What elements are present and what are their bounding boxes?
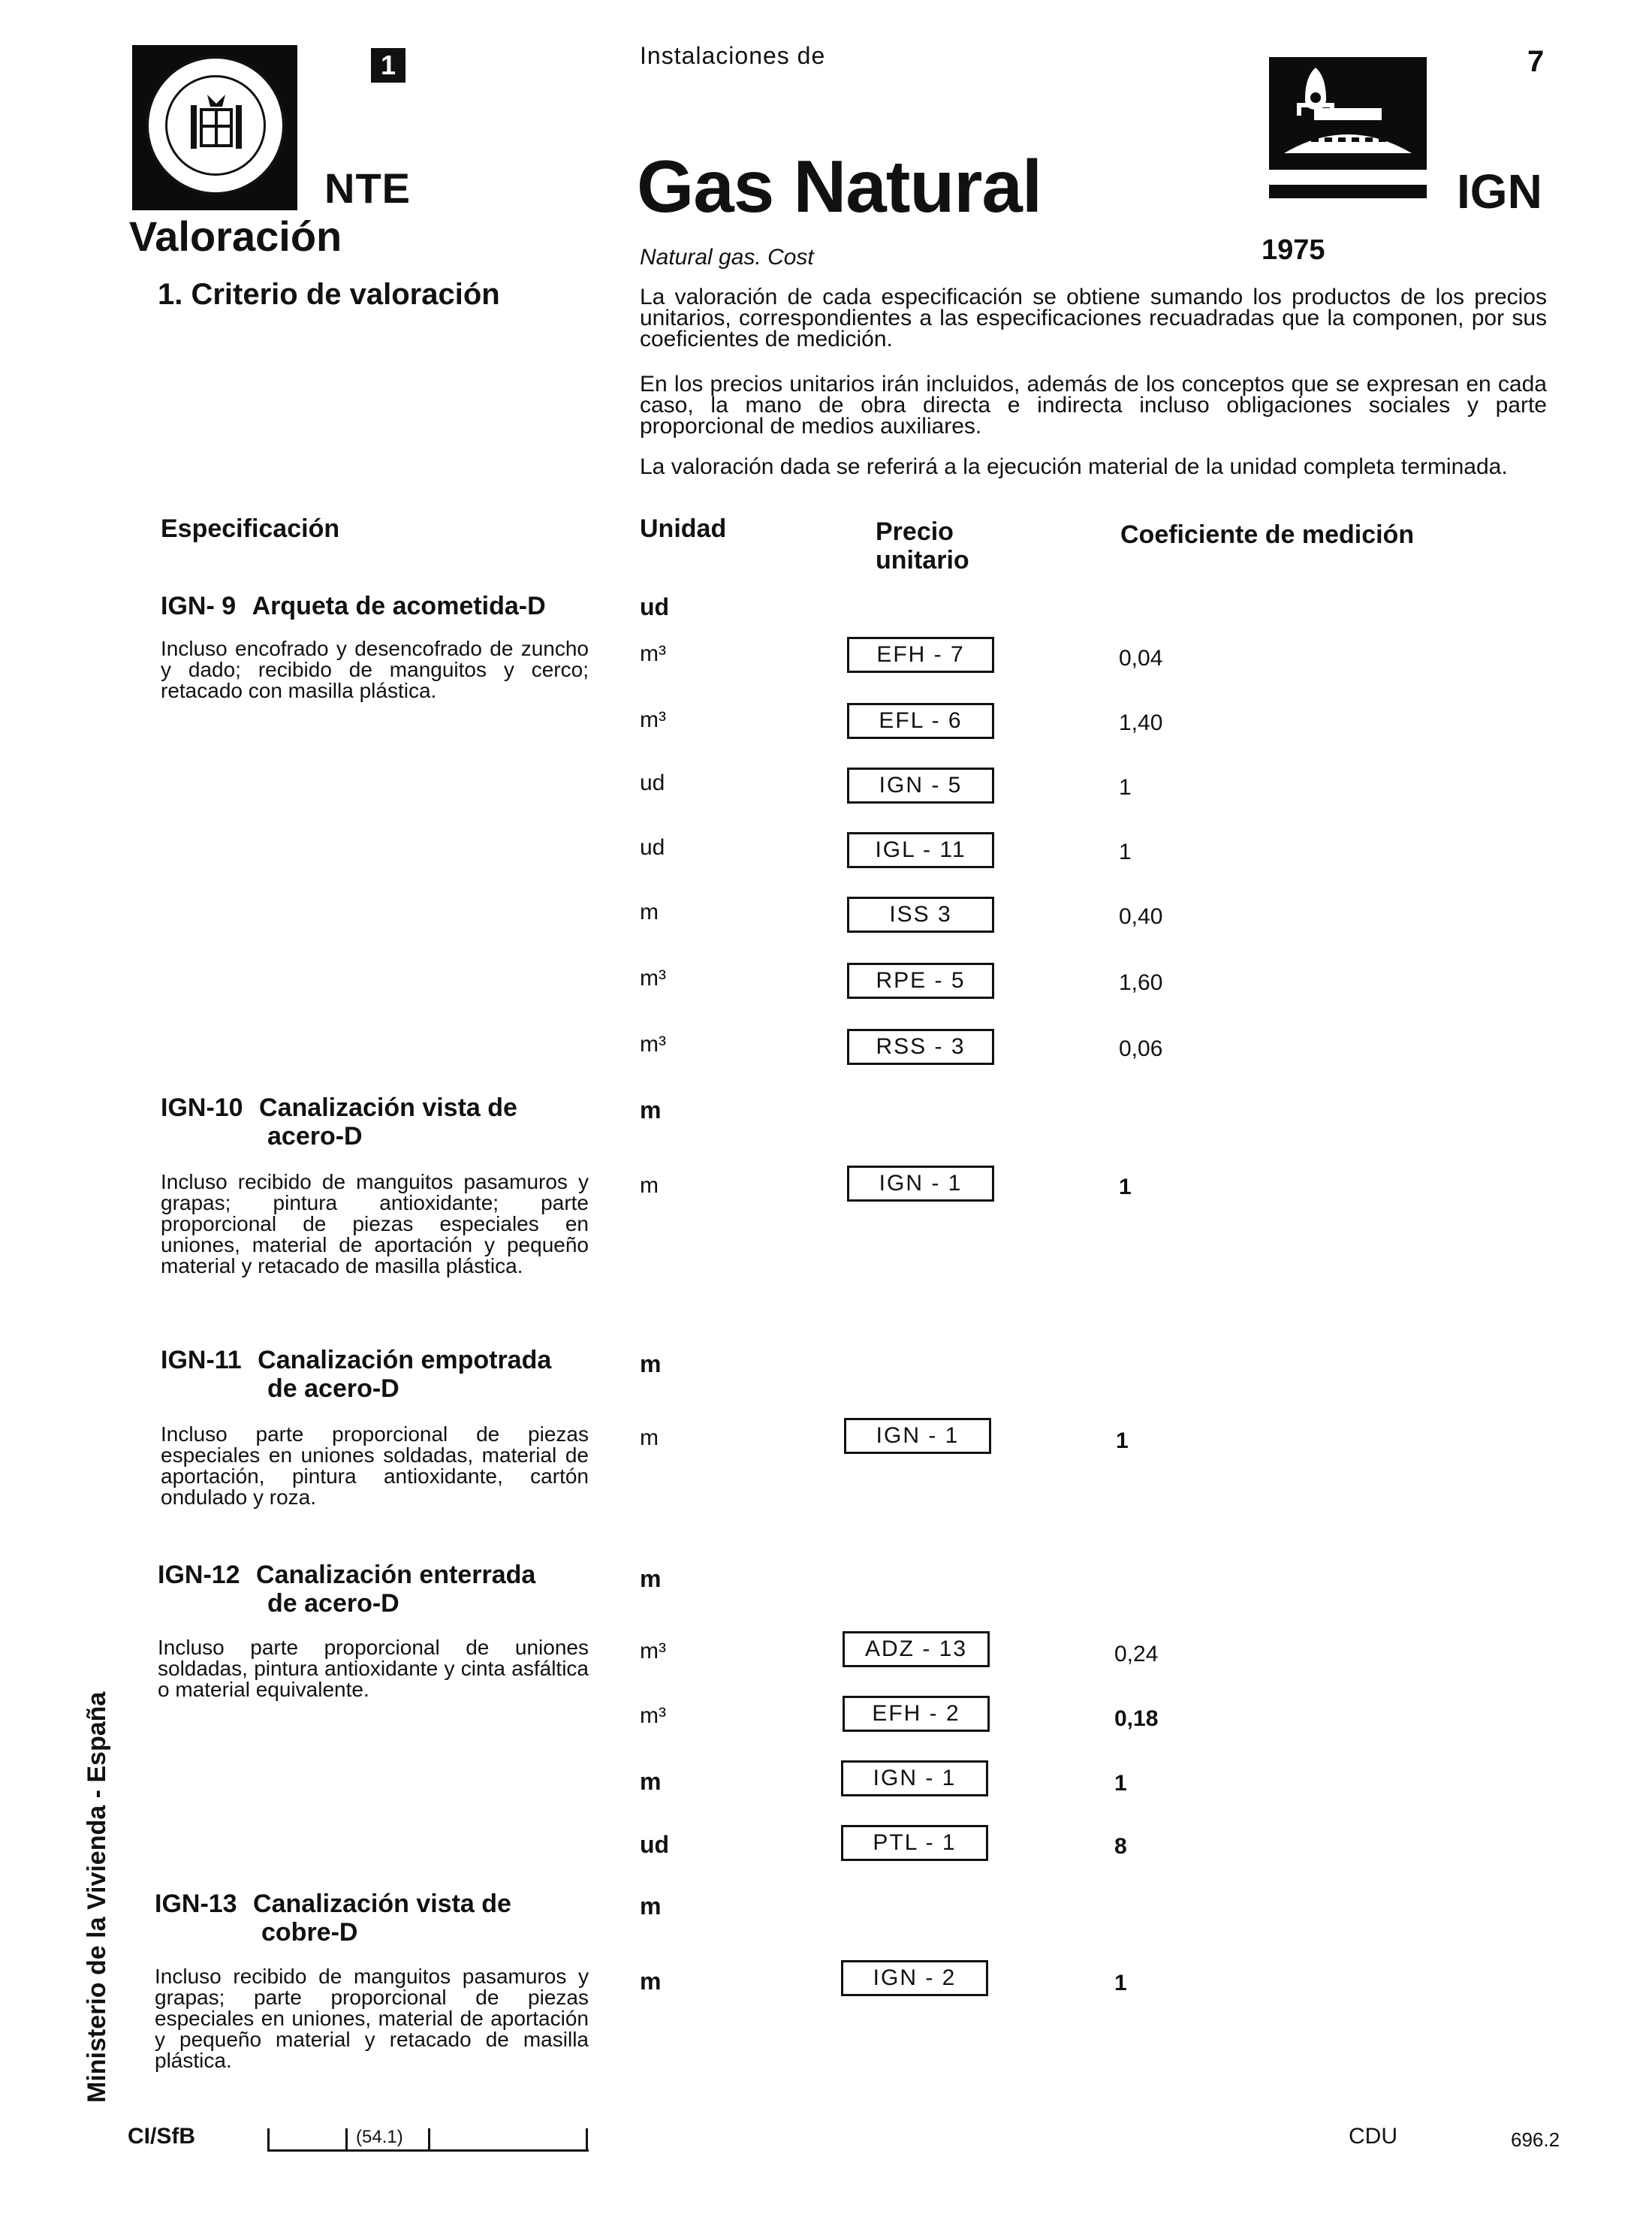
price-box: EFL - 6: [847, 703, 994, 739]
price-box: IGN - 5: [847, 768, 994, 804]
row-unit: m³: [640, 1032, 666, 1057]
spec-unit: m: [640, 1096, 662, 1124]
criterio-heading: 1. Criterio de valoración: [158, 278, 500, 311]
spec-description: Incluso encofrado y desencofrado de zuncho y dado; recibido de manguitos y cerco; retacado con masilla plástica.: [161, 637, 589, 702]
column-header-price-1: Precio: [876, 517, 954, 546]
document-title: Gas Natural: [637, 145, 1042, 228]
nte-label: NTE: [324, 164, 411, 212]
spec-code: IGN-11: [161, 1346, 242, 1374]
row-unit: ud: [640, 771, 665, 795]
spec-name-cont: cobre-D: [261, 1918, 358, 1947]
spec-unit: m: [640, 1893, 662, 1920]
column-header-spec: Especificación: [161, 514, 340, 543]
column-header-coef: Coeficiente de medición: [1120, 520, 1415, 549]
spec-unit: m: [640, 1565, 662, 1592]
row-unit: ud: [640, 835, 665, 860]
cdu-code: 696.2: [1511, 2128, 1560, 2151]
price-box: ADZ - 13: [843, 1631, 990, 1667]
section-title: Valoración: [129, 213, 342, 260]
cisfb-tick: [428, 2128, 430, 2151]
row-coef: 8: [1114, 1834, 1127, 1859]
price-box: RSS - 3: [847, 1029, 994, 1065]
row-coef: 0,04: [1119, 646, 1163, 671]
row-coef: 0,24: [1114, 1642, 1159, 1666]
spec-name: Arqueta de acometida-D: [252, 592, 546, 620]
spec-name-cont: de acero-D: [267, 1374, 399, 1403]
cisfb-label: CI/SfB: [128, 2124, 195, 2149]
spec-name: Canalización enterrada: [256, 1561, 536, 1589]
row-coef: 1: [1119, 1175, 1132, 1199]
row-unit: m³: [640, 966, 666, 991]
price-box: IGN - 1: [841, 1760, 988, 1796]
spec-code: IGN-10: [161, 1093, 243, 1122]
spec-description: Incluso recibido de manguitos pasamuros y grapas; parte proporcional de piezas especiales en uniones, material de aportación y pequeño material y retacado de masilla plástica.: [155, 1965, 589, 2072]
price-box: IGN - 1: [847, 1166, 994, 1202]
spec-name-cont: de acero-D: [267, 1589, 399, 1618]
price-box: IGL - 11: [847, 832, 994, 868]
coat-of-arms-icon: [179, 87, 254, 162]
row-unit: m³: [640, 1639, 666, 1663]
row-coef: 1: [1116, 1428, 1129, 1453]
row-unit: m³: [640, 707, 666, 732]
price-box: ISS 3: [847, 897, 994, 933]
row-unit: ud: [640, 1831, 670, 1858]
row-coef: 1,60: [1119, 970, 1163, 995]
row-unit: m³: [640, 1703, 666, 1728]
ministry-seal-logo: [132, 45, 297, 210]
row-coef: 1: [1119, 840, 1132, 864]
document-subtitle: Instalaciones de: [640, 42, 826, 69]
row-unit: m: [640, 1768, 662, 1795]
row-coef: 0,06: [1119, 1036, 1163, 1061]
spec-title-ign-13: [155, 1890, 589, 1918]
spec-code: IGN- 9: [161, 592, 237, 620]
document-code: IGN: [1457, 164, 1542, 219]
price-box: IGN - 2: [841, 1960, 988, 1996]
spec-code: IGN-12: [158, 1561, 240, 1589]
spec-title-ign-11: [161, 1346, 589, 1374]
seal-ring: [146, 56, 285, 195]
cisfb-tick: [267, 2128, 270, 2151]
price-box: IGN - 1: [844, 1418, 991, 1454]
row-unit: m³: [640, 641, 666, 666]
spec-name: Canalización vista de: [253, 1890, 511, 1918]
spec-description: Incluso recibido de manguitos pasamuros y grapas; pintura antioxidante; parte proporcional de piezas especiales en uniones, material de aportación y pequeño material y retacado de masilla plástica.: [161, 1170, 589, 1277]
sheet-number-badge: 1: [371, 48, 405, 83]
price-box: RPE - 5: [847, 963, 994, 999]
row-unit: m: [640, 1173, 659, 1198]
row-coef: 1: [1114, 1771, 1127, 1796]
ministry-vertical-label: Ministerio de la Vivienda - España: [83, 1691, 111, 2103]
spec-description: Incluso parte proporcional de uniones soldadas, pintura antioxidante y cinta asfáltica o material equivalente.: [158, 1636, 589, 1701]
publication-year: 1975: [1262, 234, 1325, 266]
spec-title-ign-12: [158, 1561, 589, 1589]
row-unit: m: [640, 1425, 659, 1450]
spec-name-cont: acero-D: [267, 1122, 363, 1151]
spec-description: Incluso parte proporcional de piezas especiales en uniones soldadas, material de aportación, pintura antioxidante, cartón ondulado y roza.: [161, 1422, 589, 1509]
spec-title-ign-10: [161, 1093, 589, 1122]
english-title: Natural gas. Cost: [640, 245, 814, 270]
spec-name: Canalización vista de: [259, 1093, 517, 1122]
price-box: PTL - 1: [841, 1825, 988, 1861]
row-unit: m: [640, 900, 659, 924]
price-box: EFH - 7: [847, 637, 994, 673]
criterio-paragraph-2: En los precios unitarios irán incluidos, además de los conceptos que se expresan en cada caso, la mano de obra directa e indirecta incluso obligaciones sociales y parte proporcional de medios auxiliares.: [640, 372, 1547, 439]
column-header-unit: Unidad: [640, 514, 727, 543]
row-coef: 1: [1114, 1971, 1127, 1995]
gas-burner-icon: [1269, 57, 1427, 211]
cisfb-code: (54.1): [353, 2127, 406, 2148]
page-number: 7: [1527, 45, 1545, 78]
spec-name: Canalización empotrada: [258, 1346, 552, 1374]
row-coef: 1: [1119, 775, 1132, 800]
spec-unit: m: [640, 1350, 662, 1377]
cisfb-tick: [586, 2128, 588, 2151]
price-box: EFH - 2: [843, 1696, 990, 1732]
row-coef: 1,40: [1119, 710, 1163, 735]
row-coef: 0,40: [1119, 904, 1163, 929]
cisfb-tick: [345, 2128, 348, 2151]
spec-code: IGN-13: [155, 1890, 237, 1918]
row-coef: 0,18: [1114, 1706, 1159, 1731]
cdu-label: CDU: [1349, 2124, 1397, 2149]
column-header-price-2: unitario: [876, 546, 969, 575]
spec-title-ign-9: [161, 592, 589, 620]
criterio-paragraph-1: La valoración de cada especificación se obtiene sumando los productos de los precios unitarios, correspondientes a las especificaciones recuadradas que la componen, por sus coeficientes de medición.: [640, 285, 1547, 351]
criterio-paragraph-3: La valoración dada se referirá a la ejecución material de la unidad completa terminada.: [640, 454, 1508, 479]
spec-unit: ud: [640, 593, 670, 620]
row-unit: m: [640, 1968, 662, 1995]
